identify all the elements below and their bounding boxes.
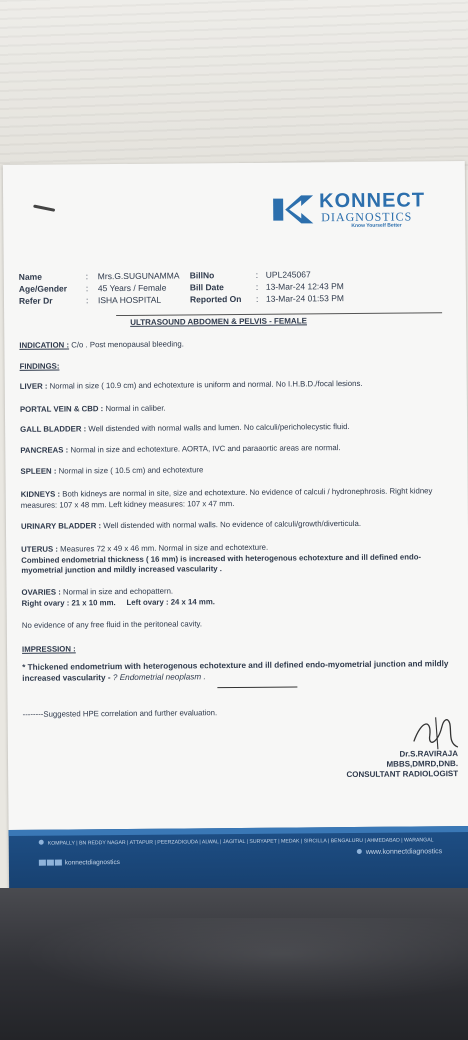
- spleen-finding: [20, 463, 450, 477]
- pen-mark: [33, 205, 55, 212]
- indication-text: C/o . Post menopausal bleeding.: [71, 339, 184, 350]
- kidneys-text: Both kidneys are normal in site, size and echotexture. No evidence of calculi / hydronephrosis. Right kidney measures: 107 x 48 mm. Left kidney measures: 107 x 47 mm.: [20, 486, 433, 510]
- footer-social: [39, 859, 120, 867]
- ovaries-right: Right ovary : 21 x 10 mm.: [21, 597, 116, 608]
- facebook-icon: [39, 860, 46, 866]
- uterus-bold: Combined endometrial thickness ( 16 mm) is increased with heterogenous echotexture and ill defined endo-myometrial junction and mildly increased vascularity .: [21, 551, 422, 575]
- pancreas-label: PANCREAS :: [20, 445, 69, 455]
- doctor-name: Dr.S.RAVIRAJA: [399, 749, 458, 759]
- handwritten-underline: [217, 686, 297, 688]
- impression-text: * Thickened endometrium with heterogenous echotexture and ill defined endo-myometrial junction and mildly increased vascularity -: [22, 659, 449, 683]
- footer-band: [9, 826, 468, 892]
- age-label: Age/Gender: [18, 283, 68, 294]
- title-rule: [116, 312, 442, 316]
- impression-body: [22, 659, 452, 684]
- wooden-tabletop: [0, 0, 468, 170]
- doctor-signature-icon: [408, 713, 464, 753]
- colon-3: :: [85, 295, 89, 306]
- findings-heading: [20, 358, 450, 372]
- portal-label: PORTAL VEIN & CBD :: [19, 404, 104, 414]
- footer-website: [357, 848, 442, 856]
- youtube-icon: [55, 860, 62, 866]
- signature-block: [346, 749, 458, 780]
- pancreas-text: Normal in size and echotexture. AORTA, IVC and paraaortic areas are normal.: [70, 443, 341, 455]
- bill-label: BillNo: [189, 270, 215, 281]
- indication: [19, 337, 449, 351]
- ref-value: ISHA HOSPITAL: [97, 294, 162, 306]
- kidneys-finding: [21, 486, 451, 511]
- gall-finding: [20, 421, 450, 435]
- liver-label: LIVER :: [19, 381, 48, 391]
- portal-text: Normal in caliber.: [105, 403, 166, 414]
- website-text: www.konnectdiagnostics: [365, 848, 443, 856]
- reported-label: Reported On: [189, 293, 242, 305]
- uterus-label: UTERUS :: [21, 544, 59, 554]
- name-label: Name: [18, 271, 42, 282]
- fabric-fold: [0, 918, 468, 1008]
- social-handle: konnectdiagnostics: [64, 859, 121, 867]
- reported-value: 13-Mar-24 01:53 PM: [265, 293, 344, 304]
- ovaries-finding: [21, 584, 451, 609]
- dark-fabric-background: [0, 888, 468, 1040]
- kidneys-label: KIDNEYS :: [20, 489, 61, 499]
- uterus-finding: [21, 541, 451, 576]
- brand-name: KONNECT: [319, 189, 426, 213]
- pancreas-finding: [20, 442, 450, 456]
- locations-text: KOMPALLY | BN REDDY NAGAR | ATTAPUR | PEERZADIGUDA | ALWAL | JAGITIAL | SURYAPET | MEDAK | SIRCILLA | BENGALURU | AHMEDABAD | WARANGAL: [47, 837, 434, 847]
- age-value: 45 Years / Female: [97, 282, 167, 294]
- ovaries-label: OVARIES :: [21, 587, 61, 597]
- colon-2: :: [85, 283, 89, 294]
- colon-1: :: [85, 271, 89, 282]
- uterus-text: Measures 72 x 49 x 46 mm. Normal in size and echotexture.: [60, 542, 269, 554]
- ovaries-text: Normal in size and echopattern.: [62, 586, 174, 597]
- footer-locations: [39, 836, 434, 846]
- portal-finding: [20, 401, 450, 415]
- footer-stripe: [9, 826, 468, 836]
- findings-label: FINDINGS:: [19, 361, 60, 371]
- impression-heading: [22, 641, 452, 655]
- colon-6: :: [255, 293, 259, 304]
- free-fluid-note: [22, 617, 452, 631]
- spleen-text: Normal in size ( 10.5 cm) and echotexture: [58, 465, 204, 476]
- instagram-icon: [47, 860, 54, 866]
- bladder-label: URINARY BLADDER :: [20, 521, 102, 531]
- brand-tagline: Know Yourself Better: [351, 222, 402, 229]
- billdate-label: Bill Date: [189, 282, 224, 293]
- bladder-text: Well distended with normal walls. No evidence of calculi/growth/diverticula.: [103, 518, 362, 531]
- report-title: ULTRASOUND ABDOMEN & PELVIS - FEMALE: [130, 316, 307, 327]
- bladder-finding: [21, 518, 451, 532]
- gall-label: GALL BLADDER :: [20, 424, 87, 434]
- brand-logo: [271, 187, 451, 231]
- doctor-degrees: MBBS,DMRD,DNB.: [386, 759, 459, 769]
- ref-label: Refer Dr: [18, 295, 53, 306]
- konnect-k-icon: [271, 192, 315, 226]
- name-value: Mrs.G.SUGUNAMMA: [97, 270, 180, 282]
- report-sheet: [3, 161, 468, 900]
- gall-text: Well distended with normal walls and lumen. No calculi/pericholecystic fluid.: [88, 422, 350, 434]
- colon-5: :: [255, 281, 259, 292]
- ovaries-left: Left ovary : 24 x 14 mm.: [126, 596, 215, 607]
- suggest-text: --------Suggested HPE correlation and further evaluation.: [22, 708, 218, 719]
- indication-label: INDICATION :: [19, 340, 70, 350]
- suggestion: [23, 706, 453, 720]
- free-fluid-text: No evidence of any free fluid in the peritoneal cavity.: [21, 619, 203, 630]
- globe-icon: [357, 849, 362, 854]
- doctor-title: CONSULTANT RADIOLOGIST: [346, 769, 459, 780]
- impression-label: IMPRESSION :: [21, 644, 76, 654]
- liver-text: Normal in size ( 10.9 cm) and echotexture is uniform and normal. No I.H.B.D./focal lesions.: [49, 378, 363, 391]
- brand-sub: DIAGNOSTICS: [321, 209, 413, 225]
- spleen-label: SPLEEN :: [20, 466, 57, 476]
- colon-4: :: [255, 269, 259, 280]
- location-pin-icon: [39, 840, 44, 845]
- bill-value: UPL245067: [265, 269, 311, 280]
- impression-note: ? Endometrial neoplasm .: [112, 671, 206, 682]
- billdate-value: 13-Mar-24 12:43 PM: [265, 281, 344, 292]
- liver-finding: [20, 378, 450, 392]
